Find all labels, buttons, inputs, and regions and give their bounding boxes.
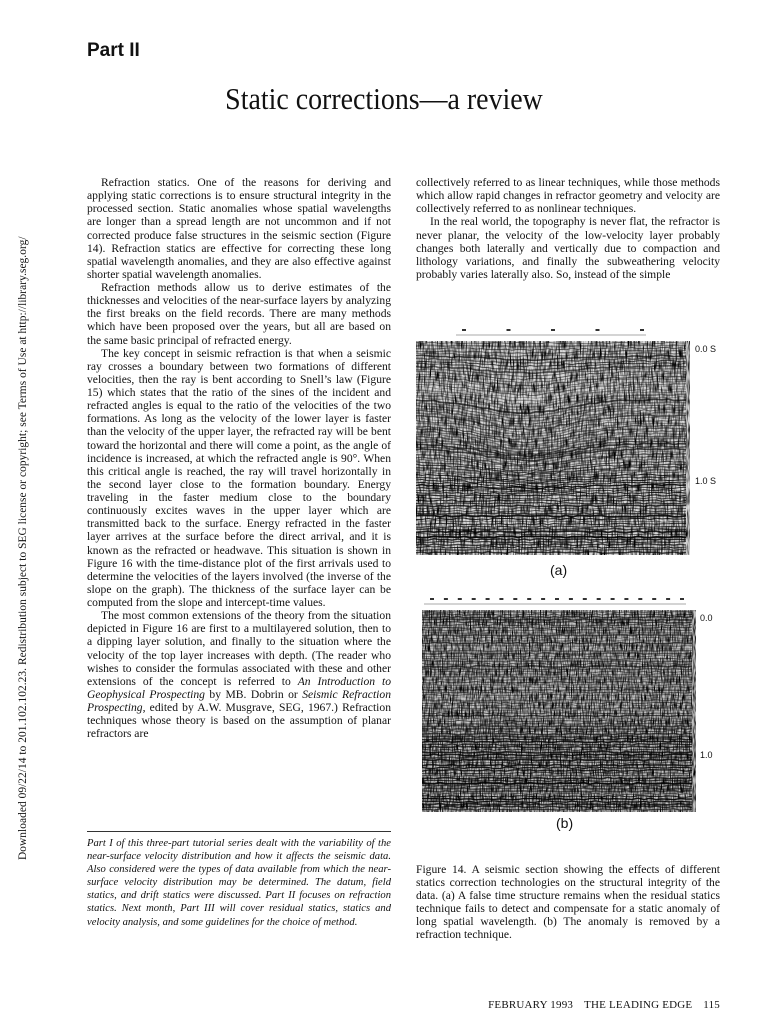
- seismic-sections-graphic: [416, 327, 726, 847]
- shotpoint-mark: [624, 598, 628, 600]
- paragraph: The key concept in seismic refraction is that when a seismic ray crosses a boundary between two formations of different velocities, then the ray is bent according to Snell’s law (Figure 15) which states that the ratio of the sines of the incident and refracted angles is equal to the ratio of the velocities of the two formations. As long as the velocity of the lower layer is faster than the velocity of the upper layer, the refracted ray will be bent toward the horizontal and there will come a point, as the angle of incidence is increased, at which the refracted angle is 90°. When this critical angle is reached, the ray will travel horizontally in the second layer close to the formation boundary. Energy traveling in the faster medium close to the boundary continuously excites waves in the upper layer which are transmitted back to the surface. Energy refracted in the faster layer arrives at the surface before the direct arrival, and it is known as the refracted or headwave. This situation is shown in Figure 16 with the time-distance plot of the first arrivals used to determine the velocities of the layers involved (the inverse of the slope on the graph). The thickness of the surface layer can be computed from the slope and intercept-time values.: [87, 346, 391, 609]
- shotpoint-mark: [472, 598, 476, 600]
- footer-issue: FEBRUARY 1993: [488, 999, 574, 1011]
- shotpoint-mark: [652, 598, 656, 600]
- paragraph: Refraction statics. One of the reasons for deriving and applying static corrections is to ensure structural integrity in the processed section. Static anomalies whose spatial wavelengths are longer than a spread length are not uncommon and if not corrected produce false structures in the seismic section (Figure 14). Refraction statics are effective for correcting these long spatial wavelength anomalies, and they are also effective against shorter spatial wavelength anomalies.: [87, 176, 391, 281]
- shotpoint-mark: [597, 598, 601, 600]
- panel-a-time-bottom: 1.0 S: [695, 476, 717, 486]
- figure-caption: Figure 14. A seismic section showing the effects of different statics correction technologies on the structural integrity of the data. (a) A false time structure remains when the residual statics technique fails to detect and compensate for a static anomaly of long spatial wavelength. (b) The anomaly is removed by a refraction technique.: [416, 863, 720, 942]
- paragraph: [87, 609, 391, 740]
- download-notice: [3, 160, 29, 860]
- article-title: Static corrections—a review: [225, 81, 543, 116]
- shotpoint-mark: [444, 598, 448, 600]
- panel-b-time-top: 0.0: [700, 613, 713, 623]
- shotpoint-mark: [462, 329, 466, 331]
- panel-a-time-top: 0.0 S: [695, 344, 717, 354]
- reference-text: edited by A.W. Musgrave, SEG, 1967.) Refraction techniques whose theory is based on the assumption of planar refractors are: [87, 701, 391, 741]
- figure-14: [416, 327, 726, 847]
- right-column: [416, 176, 720, 281]
- shotpoint-mark: [569, 598, 573, 600]
- panel-a-label: (a): [550, 562, 568, 578]
- shotpoint-mark: [513, 598, 517, 600]
- shotpoint-mark: [541, 598, 545, 600]
- shotpoint-mark: [551, 329, 555, 331]
- reference-text: by MB. Dobrin or: [204, 687, 303, 701]
- paragraph: Refraction methods allow us to derive estimates of the thicknesses and velocities of the near-surface layers by analyzing the first breaks on the field records. There are many methods which have been proposed over the years, but all are based on the same basic principal of refracted energy.: [87, 281, 391, 347]
- paragraph: In the real world, the topography is never flat, the refractor is never planar, the velocity of the low-velocity layer probably changes both laterally and vertically due to compaction and lithology variations, and finally the subweathering velocity probably varies laterally also. So, instead of the simple: [416, 215, 720, 281]
- shotpoint-mark: [430, 598, 434, 600]
- shotpoint-mark: [499, 598, 503, 600]
- shotpoint-mark: [596, 329, 600, 331]
- part-label: Part II: [87, 40, 140, 61]
- shotpoint-mark: [611, 598, 615, 600]
- footer-journal: THE LEADING EDGE: [584, 999, 693, 1011]
- paragraph: collectively referred to as linear techniques, while those methods which allow rapid changes in refractor geometry and velocity are collectively referred to as nonlinear techniques.: [416, 176, 720, 216]
- left-column: [87, 176, 391, 740]
- download-notice-text: Downloaded 09/22/14 to 201.102.102.23. Redistribution subject to SEG license or copyright; see Terms of Use at http://library.seg.org/: [17, 236, 29, 860]
- shotpoint-mark: [486, 598, 490, 600]
- shotpoint-mark: [666, 598, 670, 600]
- reference-title: Seismic Refraction Prospecting,: [87, 687, 391, 714]
- shotpoint-mark: [458, 598, 462, 600]
- footnote-rule: [87, 831, 391, 832]
- page-footer: [480, 999, 720, 1011]
- paragraph-text: The most common extensions of the theory from the situation depicted in Figure 16 are first to a multilayered solution, then to a dipping layer solution, and finally to the situation where the velocity of the top layer increases with depth. (The reader who wishes to consider the formulas associated with these and other extensions of the concept is referred to: [87, 609, 391, 688]
- shotpoint-mark: [555, 598, 559, 600]
- shotpoint-mark: [507, 329, 511, 331]
- series-note: Part I of this three-part tutorial series dealt with the variability of the near-surface velocity distribution and how it affects the seismic data. Also considered were the types of data available from which the near-surface velocity distribution may be determined. The datum, field statics, and drift statics were discussed. Part II focuses on refraction statics. Next month, Part III will cover residual statics, statics and velocity analysis, and some guidelines for the choice of method.: [87, 838, 391, 928]
- shotpoint-mark: [680, 598, 684, 600]
- shotpoint-mark: [638, 598, 642, 600]
- shotpoint-mark: [583, 598, 587, 600]
- panel-b-time-bottom: 1.0: [700, 750, 713, 760]
- shotpoint-mark: [640, 329, 644, 331]
- reference-title: An Introduction to Geophysical Prospecting: [87, 674, 391, 701]
- shotpoint-mark: [527, 598, 531, 600]
- panel-b-label: (b): [556, 815, 574, 831]
- page-number: 115: [703, 999, 720, 1011]
